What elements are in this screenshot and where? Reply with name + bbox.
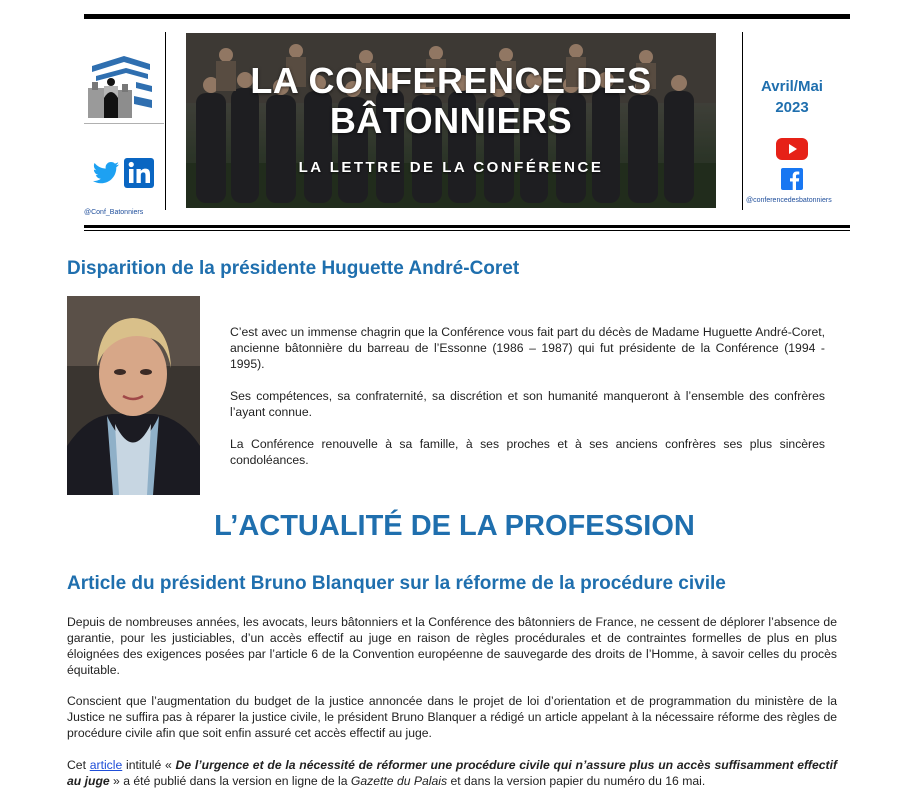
top-rule — [84, 14, 850, 19]
p3-end: et dans la version papier du numéro du 16 mai. — [447, 774, 706, 788]
twitter-handle[interactable]: @Conf_Batonniers — [84, 209, 144, 216]
header-bottom-rule — [84, 225, 850, 228]
facebook-icon[interactable] — [781, 168, 803, 195]
section2-paragraph-3 — [67, 757, 837, 789]
linkedin-icon[interactable] — [124, 158, 154, 193]
header-bottom-rule-thin — [84, 230, 850, 231]
journal-name: Gazette du Palais — [350, 774, 448, 788]
section1-paragraph-2: Ses compétences, sa confraternité, sa discrétion et son humanité manqueront à l’ensemble des confrères l’ayant connue. — [230, 389, 825, 419]
banner-title-line1: LA CONFERENCE DES — [250, 60, 652, 101]
social-right-icons — [776, 138, 808, 195]
p3-mid: intitulé « — [122, 758, 176, 772]
portrait-photo — [67, 296, 200, 495]
youtube-icon[interactable] — [776, 138, 808, 165]
article-link[interactable]: article — [89, 758, 123, 772]
conference-logo[interactable] — [82, 52, 164, 124]
p3-prefix: Cet — [67, 758, 90, 772]
right-column-divider — [742, 32, 743, 210]
profession-news-heading: L’ACTUALITÉ DE LA PROFESSION — [214, 510, 695, 542]
section2-paragraph-1: Depuis de nombreuses années, les avocats, leurs bâtonniers et la Conférence des bâtonniers de France, ne cessent de déplorer l’absence de garantie, pour les justiciables, d’un accès effectif au juge en raison de règles procédurales et de contraintes formelles de plus en plus éloignées des exigences posées par l’article 6 de la Convention européenne de sauvegarde des droits de l’Homme, à savoir celles du procès équitable. — [67, 615, 837, 677]
banner-subtitle: LA LETTRE DE LA CONFÉRENCE — [298, 159, 604, 176]
social-handle[interactable]: @conferencedesbatonniers — [746, 197, 832, 204]
article-title-quote: De l’urgence et de la nécessité de réformer une procédure civile qui n’assure plus un accès suffisamment effectif au juge — [67, 758, 838, 788]
section1-paragraph-3: La Conférence renouvelle à sa famille, à ses proches et à ses anciens confrères ses plus sincères condoléances. — [230, 437, 825, 467]
section1-paragraph-1: C’est avec un immense chagrin que la Conférence vous fait part du décès de Madame Huguette André-Coret, ancienne bâtonnière du barreau de l’Essonne (1986 – 1987) qui fut présidente de la Conférence (1994 - 1995). — [230, 325, 825, 371]
banner-title-line2: BÂTONNIERS — [329, 100, 573, 141]
logo-divider — [84, 123, 164, 124]
twitter-icon[interactable] — [92, 161, 120, 190]
social-left-icons — [92, 158, 154, 193]
header-banner — [186, 33, 716, 208]
section2-heading: Article du président Bruno Blanquer sur la réforme de la procédure civile — [67, 573, 726, 594]
section1-heading: Disparition de la présidente Huguette André-Coret — [67, 258, 520, 279]
section2-paragraph-2: Conscient que l’augmentation du budget de la justice annoncée dans le projet de loi d’orientation et de programmation du ministère de la Justice ne suffira pas à réparer la justice civile, le président Bruno Blanquer a rédigé un article appelant à la nécessaire réforme des règles de procédure civile afin que soit enfin assuré cet accès effectif au juge. — [67, 694, 837, 740]
left-column-divider — [165, 32, 166, 210]
issue-year: 2023 — [775, 99, 809, 116]
p3-after-quote: » a été publié dans la version en ligne de la — [109, 774, 351, 788]
banner-title — [186, 61, 716, 141]
issue-date — [745, 76, 839, 118]
issue-month: Avril/Mai — [761, 78, 823, 95]
